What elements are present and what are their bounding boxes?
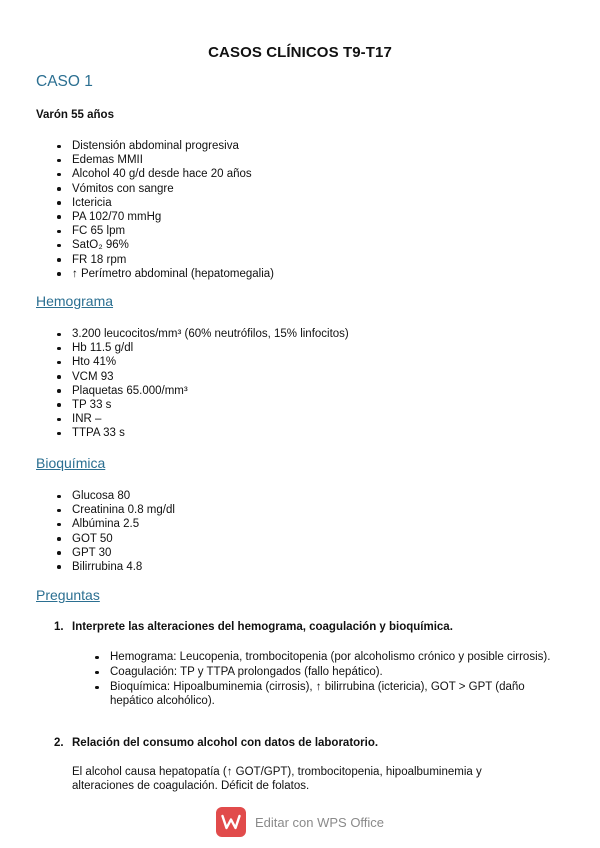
list-item: Distensión abdominal progresiva <box>54 139 274 153</box>
hemograma-list <box>54 327 349 441</box>
bioquimica-list <box>54 489 175 574</box>
list-item: Hemograma: Leucopenia, trombocitopenia (por alcoholismo crónico y posible cirrosis). <box>92 650 552 664</box>
list-item: TP 33 s <box>54 398 349 412</box>
list-item: Hto 41% <box>54 355 349 369</box>
list-item: VCM 93 <box>54 370 349 384</box>
list-item: GOT 50 <box>54 532 175 546</box>
patient-summary: Varón 55 años <box>36 109 114 121</box>
wps-logo-icon <box>216 807 246 837</box>
edit-with-wps-button[interactable] <box>0 807 600 837</box>
section-title-bioquimica: Bioquímica <box>36 455 106 471</box>
list-item: Creatinina 0.8 mg/dl <box>54 503 175 517</box>
question-1 <box>54 621 453 633</box>
document-title: CASOS CLÍNICOS T9-T17 <box>208 44 392 61</box>
question-2-answer: El alcohol causa hepatopatía (↑ GOT/GPT), trombocitopenia, hipoalbuminemia y alteraciones de coagulación. Déficit de folatos. <box>72 766 482 792</box>
list-item: 3.200 leucocitos/mm³ (60% neutrófilos, 15% linfocitos) <box>54 327 349 341</box>
list-item: TTPA 33 s <box>54 426 349 440</box>
list-item: SatO₂ 96% <box>54 238 274 252</box>
question-number: 2. <box>54 737 64 749</box>
symptom-list <box>54 139 274 281</box>
case-title: CASO 1 <box>36 73 93 90</box>
question-text: Interprete las alteraciones del hemograma, coagulación y bioquímica. <box>72 621 453 633</box>
list-item: Bilirrubina 4.8 <box>54 560 175 574</box>
question-2 <box>54 737 378 749</box>
list-item: GPT 30 <box>54 546 175 560</box>
list-item: Edemas MMII <box>54 153 274 167</box>
list-item: Alcohol 40 g/d desde hace 20 años <box>54 167 274 181</box>
question-text: Relación del consumo alcohol con datos de laboratorio. <box>72 737 379 749</box>
list-item: FR 18 rpm <box>54 253 274 267</box>
list-item: PA 102/70 mmHg <box>54 210 274 224</box>
question-1-answers <box>92 650 552 709</box>
list-item: ↑ Perímetro abdominal (hepatomegalia) <box>54 267 274 281</box>
list-item: Glucosa 80 <box>54 489 175 503</box>
section-title-hemograma: Hemograma <box>36 293 114 309</box>
list-item: INR – <box>54 412 349 426</box>
list-item: Vómitos con sangre <box>54 182 274 196</box>
list-item: Bioquímica: Hipoalbuminemia (cirrosis), ↑ bilirrubina (ictericia), GOT > GPT (daño hepático alcohólico). <box>92 680 552 708</box>
edit-with-wps-label: Editar con WPS Office <box>254 814 385 830</box>
list-item: Plaquetas 65.000/mm³ <box>54 384 349 398</box>
list-item: Albúmina 2.5 <box>54 517 175 531</box>
list-item: FC 65 lpm <box>54 224 274 238</box>
list-item: Coagulación: TP y TTPA prolongados (fallo hepático). <box>92 665 552 679</box>
list-item: Hb 11.5 g/dl <box>54 341 349 355</box>
question-number: 1. <box>54 621 64 633</box>
list-item: Ictericia <box>54 196 274 210</box>
section-title-preguntas: Preguntas <box>36 587 100 603</box>
